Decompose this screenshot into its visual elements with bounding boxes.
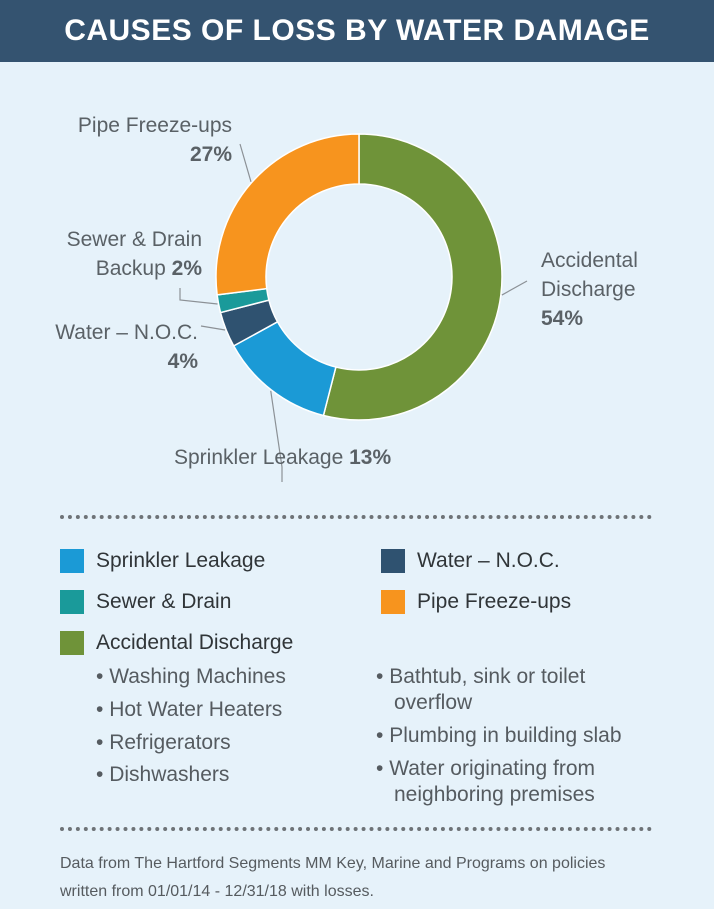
label-sprinkler (174, 443, 391, 472)
label-pipe-freeze (52, 111, 232, 169)
legend-sprinkler-label: Sprinkler Leakage (96, 549, 266, 572)
bullet-dot: • (376, 757, 384, 780)
divider-bottom (60, 827, 652, 831)
page-title: CAUSES OF LOSS BY WATER DAMAGE (0, 0, 714, 62)
legend-sewer (60, 590, 231, 614)
source-note (60, 850, 660, 906)
label-sprinkler-name: Sprinkler Leakage (174, 446, 344, 469)
bullet-text: Dishwashers (109, 763, 230, 786)
bullet-text: Plumbing in building slab (389, 724, 622, 747)
label-sprinkler-pct: 13% (349, 446, 392, 469)
leader-line (240, 144, 251, 182)
bullet-text: Refrigerators (109, 731, 231, 754)
bullet-text: Bathtub, sink or toilet (389, 665, 586, 688)
label-sewer-line1: Sewer & Drain (66, 228, 202, 251)
leader-line (201, 326, 225, 330)
bullet-text: Washing Machines (109, 665, 286, 688)
bullet-dot: • (376, 724, 384, 747)
legend-water (381, 549, 560, 573)
label-water-pct: 4% (167, 350, 198, 373)
legend-accidental-label: Accidental Discharge (96, 631, 294, 654)
label-accidental-pct: 54% (541, 307, 584, 330)
bullet-left-3 (96, 762, 229, 788)
bullet-dot: • (96, 731, 104, 754)
leader-line (180, 288, 218, 304)
label-pipe-name: Pipe Freeze-ups (77, 114, 232, 137)
legend-sewer-label: Sewer & Drain (96, 590, 232, 613)
swatch-water (381, 549, 405, 573)
label-water-noc (30, 318, 198, 376)
label-accidental (541, 246, 638, 333)
swatch-sprinkler (60, 549, 84, 573)
label-pipe-pct: 27% (189, 143, 232, 166)
leader-line (502, 281, 527, 295)
label-accidental-line2: Discharge (541, 278, 636, 301)
swatch-pipe (381, 590, 405, 614)
legend-pipe (381, 590, 571, 614)
bullet-right-2 (376, 756, 595, 808)
legend-sprinkler (60, 549, 265, 573)
legend-pipe-label: Pipe Freeze-ups (417, 590, 572, 613)
divider-top (60, 515, 652, 519)
bullet-left-0 (96, 664, 286, 690)
bullet-text-cont: neighboring premises (394, 783, 595, 806)
label-sewer-pct: 2% (171, 257, 202, 280)
bullet-text: Hot Water Heaters (109, 698, 283, 721)
label-sewer-line2: Backup (95, 257, 166, 280)
bullet-text-cont: overflow (394, 691, 473, 714)
bullet-dot: • (96, 763, 104, 786)
bullet-dot: • (96, 698, 104, 721)
swatch-accidental (60, 631, 84, 655)
swatch-sewer (60, 590, 84, 614)
label-sewer (30, 225, 202, 283)
source-note-line2: written from 01/01/14 - 12/31/18 with losses. (60, 883, 374, 900)
legend-accidental (60, 631, 293, 655)
bullet-dot: • (376, 665, 384, 688)
bullet-text: Water originating from (389, 757, 595, 780)
source-note-line1: Data from The Hartford Segments MM Key, Marine and Programs on policies (60, 855, 606, 872)
bullet-dot: • (96, 665, 104, 688)
bullet-left-1 (96, 697, 282, 723)
legend-water-label: Water – N.O.C. (417, 549, 560, 572)
bullet-right-1 (376, 723, 622, 749)
slice-pipe-freeze-ups (216, 134, 359, 295)
label-water-name: Water – N.O.C. (55, 321, 198, 344)
bullet-left-2 (96, 730, 231, 756)
bullet-right-0 (376, 664, 585, 716)
label-accidental-line1: Accidental (541, 249, 638, 272)
